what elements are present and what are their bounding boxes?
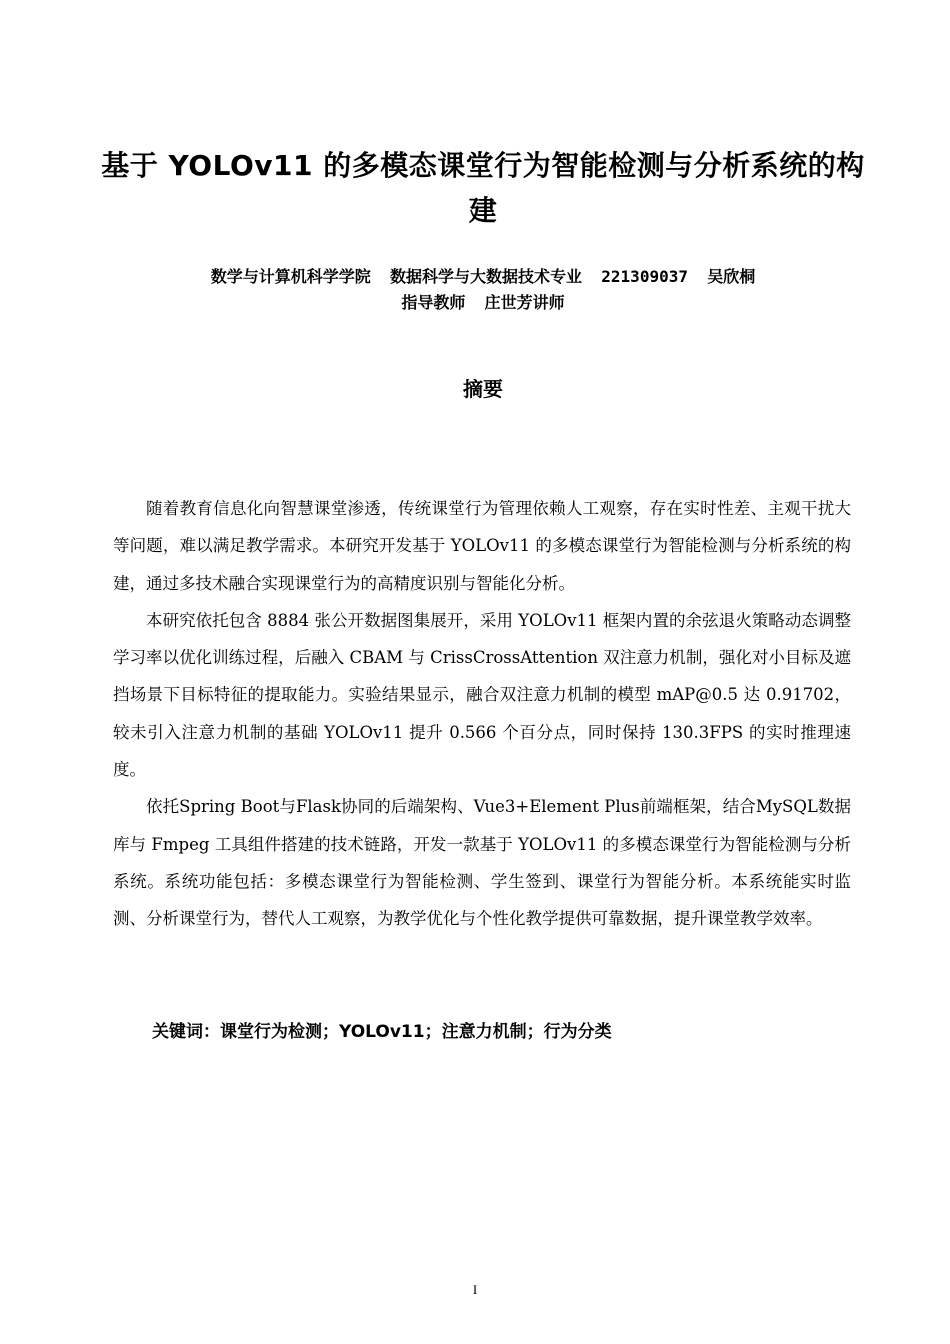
abstract-heading: 摘要 <box>463 377 503 401</box>
advisor-line: 指导教师 庄世芳讲师 <box>401 293 565 312</box>
abstract-paragraph-2: 本研究依托包含 8884 张公开数据图集展开，采用 YOLOv11 框架内置的余弦退火策略动态调整学习率以优化训练过程，后融入 CBAM 与 CrissCrossAttention 双注意力机制，强化对小目标及遮挡场景下目标特征的提取能力。实验结果显示，融合双注意力机制的模型 mAP@0.5 达 0.91702，较未引入注意力机制的基础 YOLOv11 提升 0.566 个百分点，同时保持 130.3FPS 的实时推理速度。 <box>113 610 851 780</box>
author-affiliation-line: 数学与计算机科学学院 数据科学与大数据技术专业 221309037 吴欣桐 <box>210 267 756 286</box>
abstract-body <box>113 490 851 938</box>
keywords-line: 关键词：课堂行为检测；YOLOv11；注意力机制；行为分类 <box>152 1022 612 1042</box>
abstract-paragraph-3: 依托Spring Boot与Flask协同的后端架构、Vue3+Element Plus前端框架，结合MySQL数据库与 Fmpeg 工具组件搭建的技术链路，开发一款基于 YOLOv11 的多模态课堂行为智能检测与分析系统。系统功能包括：多模态课堂行为智能检测、学生签到、课堂行为智能分析。本系统能实时监测、分析课堂行为，替代人工观察，为教学优化与个性化教学提供可靠数据，提升课堂教学效率。 <box>113 797 851 929</box>
paper-title: 基于 YOLOv11 的多模态课堂行为智能检测与分析系统的构建 <box>101 149 865 227</box>
page-number: I <box>472 1282 478 1297</box>
abstract-paragraph-1: 随着教育信息化向智慧课堂渗透，传统课堂行为管理依赖人工观察，存在实时性差、主观干扰大等问题，难以满足教学需求。本研究开发基于 YOLOv11 的多模态课堂行为智能检测与分析系统的构建，通过多技术融合实现课堂行为的高精度识别与智能化分析。 <box>113 499 851 593</box>
